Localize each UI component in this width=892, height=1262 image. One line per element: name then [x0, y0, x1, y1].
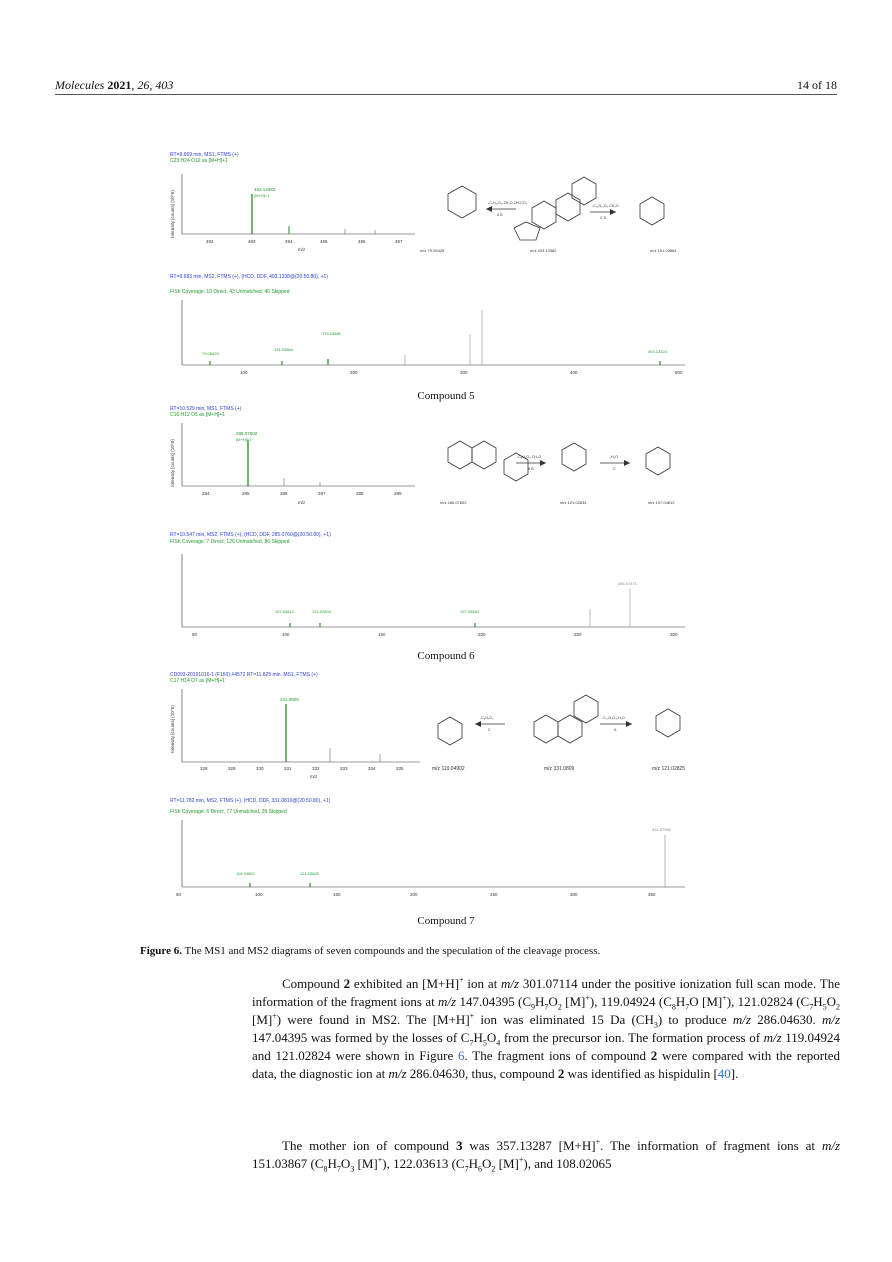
italic-mz: m/z: [763, 1030, 782, 1045]
ms1-peak-sub: [M+H]+1: [236, 437, 252, 442]
text-run: from the precursor ion. The formation process of: [500, 1030, 764, 1045]
citation-link[interactable]: 40: [717, 1066, 731, 1081]
ms2-peak-label: 121.02825: [300, 871, 319, 876]
text-run: 286.04630.: [750, 1012, 822, 1027]
ms1-tick: 286: [280, 491, 288, 496]
ms2-peak-label: 131.03864: [274, 347, 293, 352]
text-run: Compound: [282, 976, 344, 991]
arrow2-label: -C₁₀H₄O₄-H₂O: [602, 716, 625, 720]
fragment-label: m/z 285.07602: [440, 500, 467, 505]
ms1-tick: 497: [395, 239, 403, 244]
arrow2-sub: C: [613, 467, 616, 471]
y-axis-label: Intensity [counts] (10^6): [170, 190, 175, 238]
text-run: 301.07114 under the positive ionization full scan mode. The information of the fragment ions at: [252, 976, 840, 1009]
arrow2-label: -H₂O: [610, 455, 618, 459]
text-run: H: [327, 1156, 337, 1171]
arrow1-label: -C₉H₇O₅: [480, 716, 494, 720]
ms2-tick: 350: [648, 892, 656, 897]
journal-year: 2021: [107, 78, 132, 92]
ms1-peak-label: 331.0809: [280, 697, 299, 702]
ms2-tick: 150: [333, 892, 341, 897]
journal-ref: [55, 78, 173, 93]
ms2-tick: 500: [675, 370, 683, 375]
ms2-tick: 50: [176, 892, 182, 897]
ms1-formula: C17 H14 O7 as [M+H]+1: [170, 678, 226, 684]
text-run: H: [675, 994, 686, 1009]
ms2-tick: 300: [670, 632, 678, 637]
arrow1-sub: A B: [528, 467, 534, 471]
text-run: was identified as hispidulin [: [564, 1066, 718, 1081]
compound-label: Compound 7: [417, 915, 475, 927]
ms2-tick: 250: [574, 632, 582, 637]
ms1-x-label: m/z: [298, 500, 306, 505]
ms1-title: RT=9.669 min, MS1, FTMS (+): [170, 152, 239, 158]
ms2-spectrum: [170, 549, 690, 639]
ms1-tick: 492: [206, 239, 214, 244]
italic-mz: m/z: [732, 1012, 751, 1027]
text-run: 147.04395 (C: [456, 994, 532, 1009]
text-run: ), 119.04924 (C: [589, 994, 672, 1009]
text-run: [M]: [354, 1156, 378, 1171]
fragment-label: m/z 121.02834: [560, 500, 587, 505]
text-run: The mother ion of compound: [282, 1138, 456, 1153]
text-run: exhibited an [M+H]: [350, 976, 460, 991]
text-run: ion was eliminated 15 Da (CH: [474, 1012, 654, 1027]
text-run: H: [473, 1030, 483, 1045]
italic-mz: m/z: [388, 1066, 407, 1081]
ms2-coverage: FISh Coverage: 6 Direct, 77 Unmatched, 39 Skipped: [170, 809, 287, 815]
ms1-tick: 285: [242, 491, 250, 496]
ms2-peak-label: 175.03880: [322, 331, 341, 336]
ms1-peak-label: 493.13382: [254, 187, 276, 192]
ms1-spectrum: [170, 164, 690, 259]
compound-number: 3: [455, 1138, 463, 1153]
ms1-formula: C16 H12 O5 as [M+H]+1: [170, 412, 226, 418]
ms1-tick: 493: [248, 239, 256, 244]
ms2-peak-label: 119.04902: [236, 871, 255, 876]
ms2-tick: 50: [192, 632, 198, 637]
ms2-tick: 250: [490, 892, 498, 897]
ms1-tick: 334: [368, 766, 376, 771]
text-run: H: [535, 994, 545, 1009]
figure-panel-compound-7: [170, 672, 690, 897]
fragment-label: m/z 119.04902: [432, 766, 465, 772]
text-run: [M]: [252, 1012, 273, 1027]
text-run: were compared with the reported data, the diagnostic ion at: [252, 1048, 841, 1081]
fragment-label: m/z 331.0809: [544, 766, 575, 772]
ms2-peak-label: 197.03840: [460, 609, 479, 614]
ms2-peak-label: 493.13324: [648, 349, 667, 354]
ms1-formula: C23 H24 O12 as [M+H]+1: [170, 158, 228, 164]
text-run: 119.04924 and 121.02824 were shown in Figure: [252, 1030, 840, 1063]
arrow1-sub: A B: [497, 213, 503, 217]
compound-label: Compound 5: [417, 390, 475, 402]
text-run: O: [826, 994, 837, 1009]
body-paragraph-1: Compound 2 exhibited an [M+H]+ ion at m/z 301.07114 under the positive ionization full scan mode. The information of the fragment ions at m/z 147.04395 ($C_9H_7O_2$ [M]+), 119.04924 ($C_8H_7O$ [M]+), 121.02824 ($C_7H_5O_2$ [M]+) were found in MS2. The [M+H]+ ion was eliminated 15 Da $(CH_3)$ to produce m/z 286.04630. m/z 147.04395 was formed by the losses of $C_7H_5O_4$ from the precursor ion. The formation process of m/z 119.04924 and 121.02824 were shown in Figure 6. The fragment ions of compound 2 were compared with the reported data, the diagnostic ion at m/z 286.04630, thus, compound 2 was identified as hispidulin [40].: [252, 975, 841, 1081]
text-run: 286.04630, thus, compound: [406, 1066, 558, 1081]
text-run: 147.04395 was formed by the losses of C: [252, 1030, 470, 1045]
ms1-x-label: m/z: [310, 774, 318, 779]
y-axis-label: Intensity [counts] (10^6): [170, 439, 175, 487]
fragment-label: m/z 151.03864: [650, 248, 677, 253]
figure-caption: [140, 945, 840, 957]
italic-mz: m/z: [501, 976, 520, 991]
ms1-peak-sub: [M+H]+1: [254, 193, 270, 198]
ms1-tick: 496: [358, 239, 366, 244]
arrow1-label: -C₇H₁₄O₆-2H₂O-OH-CO₂: [488, 201, 528, 205]
ms1-peak-label: 285.07602: [236, 431, 258, 436]
text-run: H: [813, 994, 823, 1009]
text-run: ) to produce: [657, 1012, 733, 1027]
caption-text: The MS1 and MS2 diagrams of seven compounds and the speculation of the cleavage process.: [181, 945, 601, 957]
ms2-coverage: FISh Coverage: 7 Direct, 120 Unmatched, 86 Skipped: [170, 539, 290, 545]
ms2-tick: 200: [410, 892, 418, 897]
ms2-title: RT=10.547 min, MS2, FTMS (+), (HCD, DDF, 285.0760@(20.50.80), +1): [170, 532, 331, 538]
text-run: O: [548, 994, 558, 1009]
ms2-peak-label: 107.04812: [275, 609, 294, 614]
text-run: [M]: [561, 994, 586, 1009]
ms1-tick: 329: [228, 766, 236, 771]
fragment-label: m/z 121.02825: [652, 766, 686, 772]
ms1-title: RT=10.529 min, MS1, FTMS (+): [170, 406, 242, 412]
ms2-tick: 150: [378, 632, 386, 637]
italic-mz: m/z: [438, 994, 457, 1009]
page-number: 14 of 18: [797, 78, 837, 92]
ms1-tick: 328: [200, 766, 208, 771]
ms1-tick: 330: [256, 766, 264, 771]
ms1-tick: 331: [284, 766, 292, 771]
figure-label: Figure 6.: [140, 945, 182, 957]
ms1-tick: 494: [285, 239, 293, 244]
ms2-peak-label: 331.07983: [652, 827, 671, 832]
text-run: 151.03867 (C: [252, 1156, 324, 1171]
text-run: [M]: [495, 1156, 519, 1171]
fragment-label: m/z 107.04812: [648, 500, 675, 505]
journal-name: Molecules: [55, 78, 105, 92]
arrow1-label: -C₉H₈O₃-CH₂O: [517, 455, 542, 459]
text-run: was 357.13287 [M+H]: [462, 1138, 596, 1153]
ms1-tick: 495: [320, 239, 328, 244]
body-paragraph-2: The mother ion of compound 3 was 357.13287 [M+H]+. The information of fragment ions at m/z 151.03867 ($C_8H_7O_3$ [M]+), 122.03613 ($C_7H_6O_2$ [M]+), and 108.02065: [252, 1137, 841, 1174]
figure-panel-compound-5: [170, 152, 690, 375]
text-run: ion at: [463, 976, 502, 991]
ms1-tick: 333: [340, 766, 348, 771]
ms1-tick: 284: [202, 491, 210, 496]
ms2-spectrum: [170, 815, 690, 903]
compound-number: 2: [343, 976, 351, 991]
arrow2-sub: C D: [600, 216, 607, 220]
ms2-tick: 300: [570, 892, 578, 897]
text-run: ].: [730, 1066, 739, 1081]
journal-volume: , 26, 403: [131, 78, 174, 92]
ms2-title: RT=11.782 min, MS2, FTMS (+), (HCD, DDF, 331.0810@(20.50.80), +1): [170, 798, 331, 804]
ms2-coverage: FISh Coverage: 10 Direct, 43 Unmatched, 46 Skipped: [170, 289, 290, 295]
compound-label: Compound 6: [417, 650, 475, 662]
y-axis-label: Intensity [counts] (10^6): [170, 705, 175, 753]
compound-number: 2: [557, 1066, 565, 1081]
fragment-label: m/z 79.05429: [420, 248, 445, 253]
fragment-label: m/z 493.13382: [530, 248, 557, 253]
text-run: H: [468, 1156, 478, 1171]
text-run: . The fragment ions of compound: [464, 1048, 651, 1063]
ms2-spectrum: [170, 295, 690, 380]
ms2-tick: 100: [282, 632, 290, 637]
ms2-tick: 200: [478, 632, 486, 637]
ms1-tick: 289: [394, 491, 402, 496]
ms2-peak-label: 121.02834: [312, 609, 331, 614]
ms1-title: CD093-20191016-1 (F160) #4572 RT=11.825 min, MS1, FTMS (+): [170, 672, 318, 678]
text-run: ) were found in MS2. The [M+H]: [276, 1012, 470, 1027]
ms2-tick: 100: [255, 892, 263, 897]
ms1-tick: 288: [356, 491, 364, 496]
text-run: O: [486, 1030, 497, 1045]
ms1-tick: 335: [396, 766, 404, 771]
text-run: . The information of fragment ions at: [600, 1138, 822, 1153]
ms2-tick: 400: [570, 370, 578, 375]
ms1-spectrum: [170, 418, 690, 518]
text-run: ), 121.02824 (C: [726, 994, 810, 1009]
ms2-title: RT=9.683 min, MS2, FTMS (+), (HCD, DDF, 493.1338@(20.50.80), +1): [170, 274, 328, 280]
structure-ring: [448, 186, 476, 218]
page-header: [55, 78, 837, 95]
arrow1-sub: C: [488, 728, 491, 732]
ms2-peak-label: 79.05429: [202, 351, 219, 356]
figure-panel-compound-6: [170, 406, 690, 637]
text-run: ), 122.03613 (C: [382, 1156, 465, 1171]
figure-link[interactable]: 6: [458, 1048, 465, 1063]
italic-mz: m/z: [821, 1012, 840, 1027]
ms1-spectrum: [170, 684, 690, 789]
ms1-tick: 287: [318, 491, 326, 496]
ms2-peak-label: 285.07471: [618, 581, 637, 586]
ms2-tick: 200: [350, 370, 358, 375]
compound-number: 2: [650, 1048, 658, 1063]
text-run: O: [340, 1156, 351, 1171]
text-run: O [M]: [689, 994, 723, 1009]
italic-mz: m/z: [821, 1138, 841, 1153]
text-run: O: [482, 1156, 492, 1171]
arrow2-sub: A: [614, 728, 617, 732]
arrow2-label: -C₁₆H₁₅O₈-CH₂O: [592, 204, 619, 208]
ms2-tick: 100: [240, 370, 248, 375]
text-run: ), and 108.02065: [523, 1156, 612, 1171]
ms1-tick: 332: [312, 766, 320, 771]
ms2-tick: 300: [460, 370, 468, 375]
ms1-x-label: m/z: [298, 247, 306, 252]
